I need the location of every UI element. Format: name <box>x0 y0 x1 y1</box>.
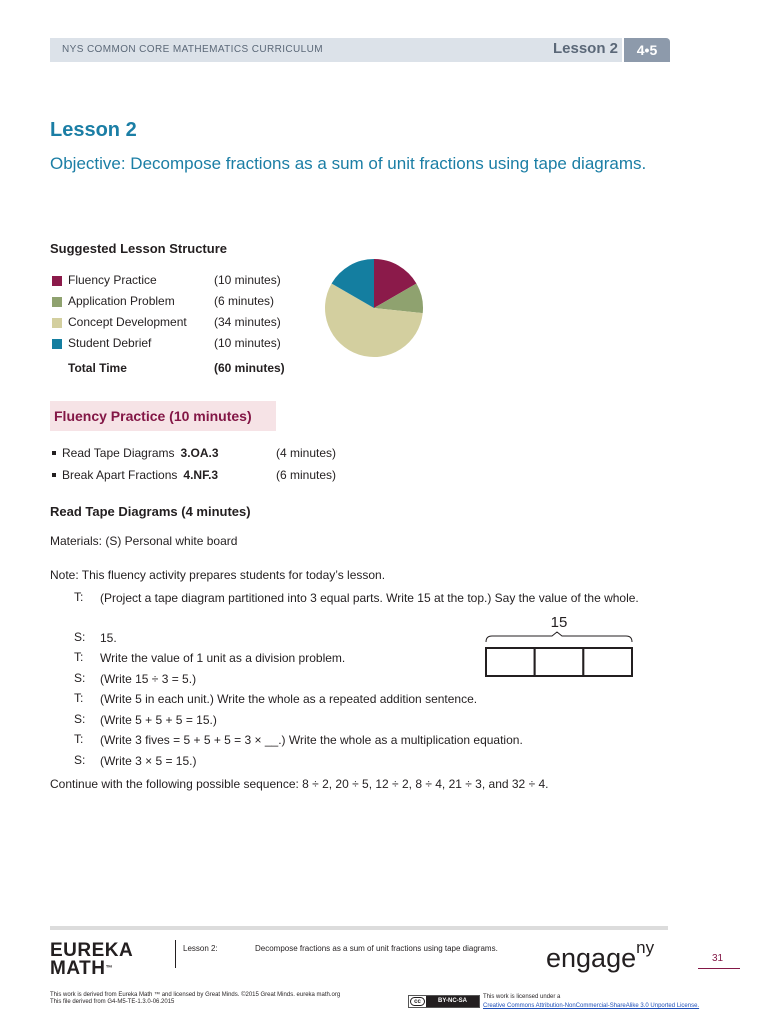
legend-swatch <box>52 318 62 328</box>
legend-time: (10 minutes) <box>214 273 281 287</box>
logo-line-1: EUREKA <box>50 940 134 961</box>
dialogue-speaker: S: <box>74 712 86 726</box>
legend-time: (6 minutes) <box>214 294 275 308</box>
tape-unit <box>486 648 535 676</box>
dialogue-text: (Project a tape diagram partitioned into 3 equal parts. Write 15 at the top.) Say the value of the whole. <box>100 591 639 605</box>
tape-unit <box>583 648 632 676</box>
activity-time: (4 minutes) <box>276 446 337 460</box>
bullet-icon <box>52 451 56 455</box>
materials-text: Materials: (S) Personal white board <box>50 534 238 548</box>
dialogue-text: (Write 5 + 5 + 5 = 15.) <box>100 713 217 727</box>
activity-label: Read Tape Diagrams 3.OA.3 <box>62 446 219 460</box>
tape-unit <box>535 648 584 676</box>
license-notice: This work is licensed under a Creative Commons Attribution-NonCommercial-ShareAlike 3.0 Unported License. <box>483 994 700 1009</box>
lesson-title: Lesson 2 <box>50 119 137 141</box>
cc-icon: cc <box>410 997 425 1006</box>
dialogue-speaker: S: <box>74 671 86 685</box>
total-time-label: Total Time <box>68 361 127 375</box>
dialogue-speaker: T: <box>74 590 84 604</box>
activity-label: Break Apart Fractions 4.NF.3 <box>62 468 219 482</box>
footer-divider <box>50 926 668 930</box>
header-lesson: Lesson 2 <box>552 40 618 57</box>
curriculum-header <box>50 38 670 62</box>
legend-time: (10 minutes) <box>214 336 281 350</box>
dialogue-text: (Write 3 fives = 5 + 5 + 5 = 3 × __.) Write the whole as a multiplication equation. <box>100 733 523 747</box>
dialogue-speaker: T: <box>74 691 84 705</box>
logo-line-2: MATH™ <box>50 958 113 979</box>
curriculum-title: NYS COMMON CORE MATHEMATICS CURRICULUM <box>62 44 323 55</box>
activity-time: (6 minutes) <box>276 468 337 482</box>
tape-whole-label: 15 <box>550 614 568 631</box>
dialogue-text: (Write 5 in each unit.) Write the whole as a repeated addition sentence. <box>100 692 478 706</box>
legend-swatch <box>52 339 62 349</box>
note-text: Note: This fluency activity prepares students for today’s lesson. <box>50 568 386 582</box>
total-time-value: (60 minutes) <box>214 361 285 375</box>
tape-diagram <box>484 612 638 682</box>
eureka-math-logo <box>50 942 133 978</box>
footer-lesson: Lesson 2: <box>183 944 218 953</box>
engageny-logo: engage$^{ny}$ <box>546 938 655 973</box>
legend-label: Student Debrief <box>68 336 152 350</box>
legend-label: Fluency Practice <box>68 273 157 287</box>
legend-label: Concept Development <box>68 315 187 329</box>
footer-description: Decompose fractions as a sum of unit fractions using tape diagrams. <box>255 944 498 953</box>
read-tape-diagrams-heading: Read Tape Diagrams (4 minutes) <box>50 504 251 519</box>
lesson-structure-pie-chart <box>322 256 426 360</box>
legend-label: Application Problem <box>68 294 175 308</box>
activity-standard: 3.OA.3 <box>180 446 219 460</box>
license-link[interactable]: Creative Commons Attribution-NonCommercial-ShareAlike 3.0 Unported License. <box>483 1003 700 1009</box>
cc-license-label: BY-NC-SA <box>426 996 479 1007</box>
continue-sequence-text: Continue with the following possible sequence: 8 ÷ 2, 20 ÷ 5, 12 ÷ 2, 8 ÷ 4, 21 ÷ 3, and 32 ÷ 4. <box>50 777 549 791</box>
dialogue-speaker: S: <box>74 630 86 644</box>
legend-swatch <box>52 297 62 307</box>
dialogue-text: 15. <box>100 631 117 645</box>
dialogue-text: (Write 3 × 5 = 15.) <box>100 754 197 768</box>
lesson-objective: Objective: Decompose fractions as a sum of unit fractions using tape diagrams. <box>50 154 647 173</box>
legend-time: (34 minutes) <box>214 315 281 329</box>
page-number-underline <box>698 968 740 969</box>
structure-heading: Suggested Lesson Structure <box>50 241 227 256</box>
fluency-practice-banner <box>50 401 276 431</box>
header-grade-module: 4•5 <box>624 38 670 62</box>
tape-units <box>486 648 632 676</box>
dialogue-speaker: T: <box>74 732 84 746</box>
fluency-practice-title: Fluency Practice (10 minutes) <box>54 408 252 424</box>
dialogue-speaker: T: <box>74 650 84 664</box>
dialogue-text: (Write 15 ÷ 3 = 5.) <box>100 672 197 686</box>
activity-standard: 4.NF.3 <box>183 468 219 482</box>
bullet-icon <box>52 473 56 477</box>
creative-commons-badge <box>408 995 480 1008</box>
tape-brace <box>486 632 632 642</box>
footer-separator <box>175 940 176 968</box>
dialogue-speaker: S: <box>74 753 86 767</box>
legend-swatch <box>52 276 62 286</box>
dialogue-text: Write the value of 1 unit as a division problem. <box>100 651 346 665</box>
legal-notice: This work is derived from Eureka Math ™ and licensed by Great Minds. ©2015 Great Minds. eureka math.org This file derived from G4-M5-TE-1.3.0-06.2015 <box>50 992 341 1005</box>
page-number: 31 <box>712 953 724 964</box>
